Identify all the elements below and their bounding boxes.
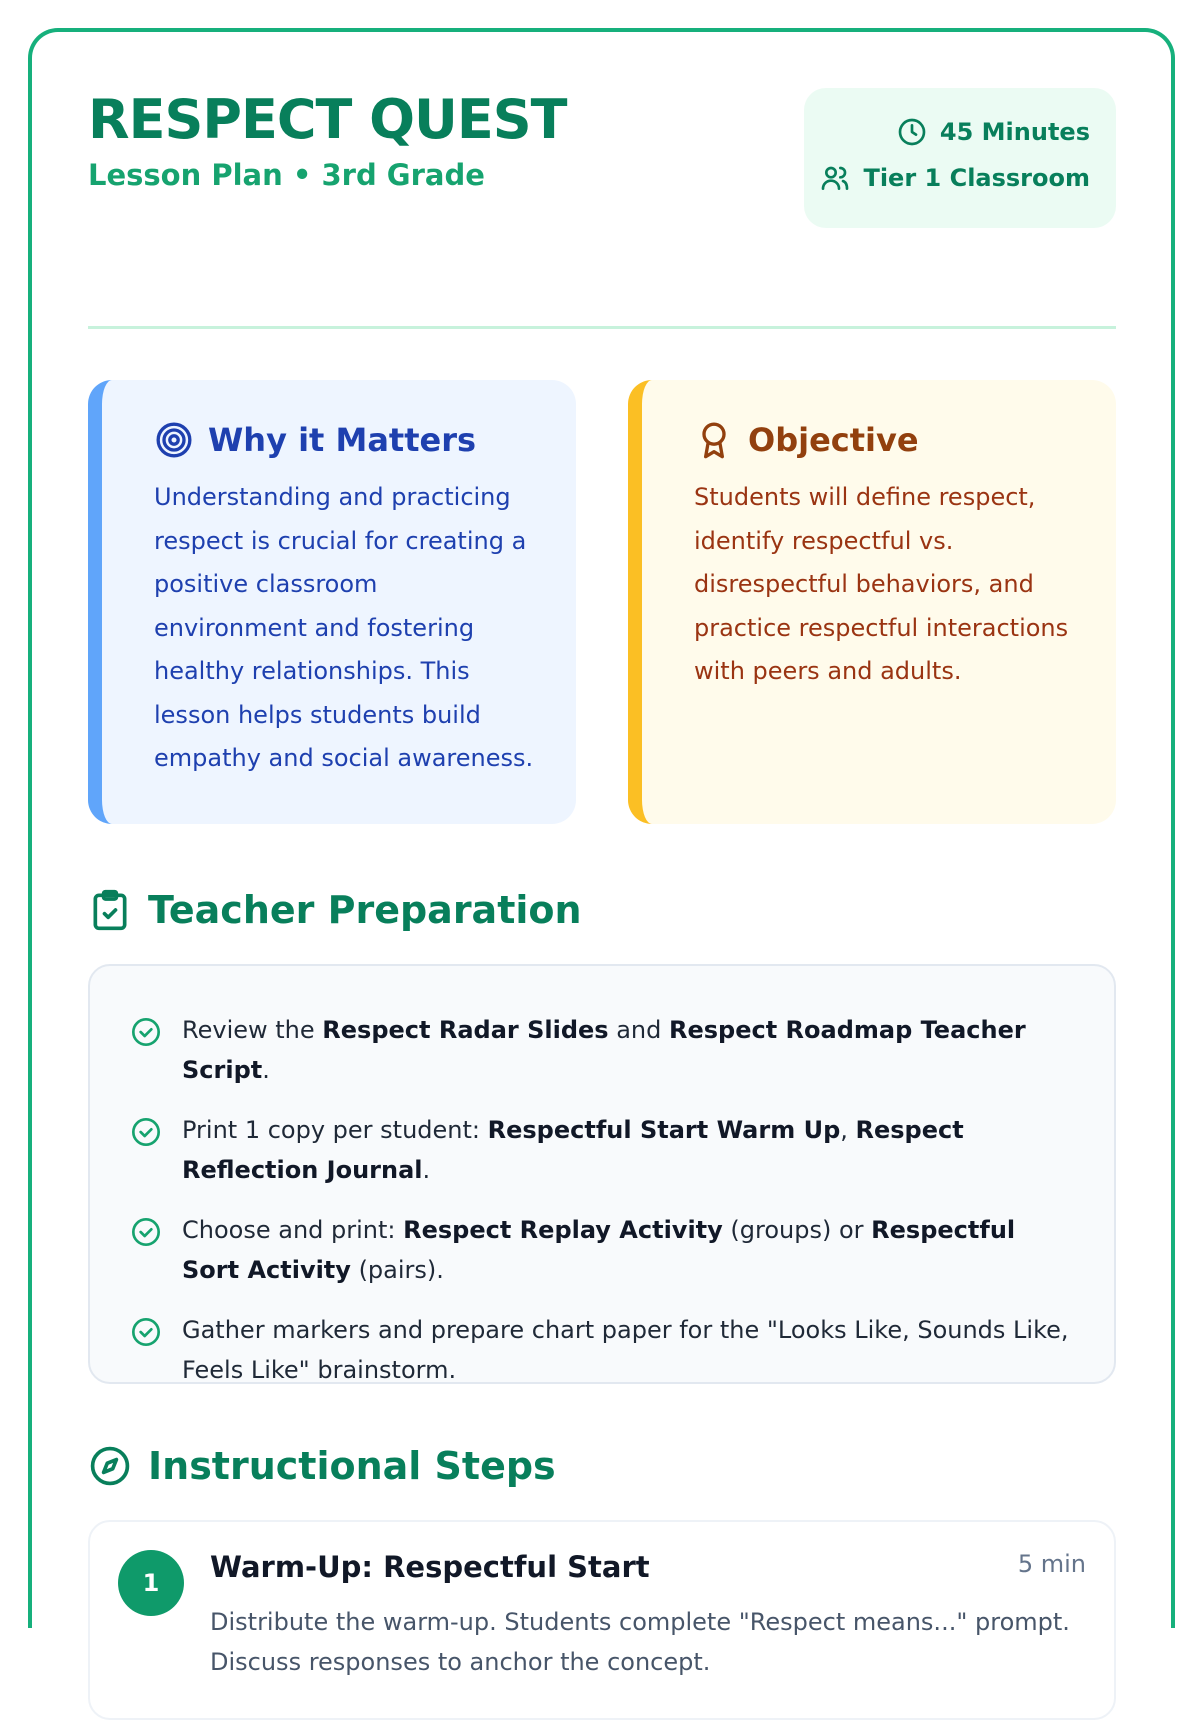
lesson-meta-box bbox=[804, 88, 1116, 228]
prep-item bbox=[130, 1110, 1074, 1190]
check-circle-icon bbox=[130, 1216, 162, 1248]
clipboard-check-icon bbox=[88, 888, 132, 932]
teacher-prep-heading bbox=[88, 888, 582, 932]
duration-meta bbox=[896, 116, 1090, 148]
step-card bbox=[88, 1520, 1116, 1720]
header-divider bbox=[88, 326, 1116, 329]
instructional-steps-heading bbox=[88, 1444, 556, 1488]
users-icon bbox=[819, 162, 851, 194]
header bbox=[88, 88, 1116, 268]
objective-card-body: Students will define respect, identify respectful vs. disrespectful behaviors, and practice respectful interactions with peers and adults. bbox=[694, 483, 1069, 685]
prep-item bbox=[130, 1310, 1074, 1390]
page-subtitle: Lesson Plan • 3rd Grade bbox=[88, 158, 485, 192]
page-content bbox=[88, 88, 1116, 1676]
tier-text: Tier 1 Classroom bbox=[863, 164, 1090, 192]
compass-icon bbox=[88, 1444, 132, 1488]
step-title: Warm-Up: Respectful Start bbox=[210, 1550, 650, 1584]
check-circle-icon bbox=[130, 1316, 162, 1348]
why-it-matters-card bbox=[88, 380, 576, 824]
objective-card-title: Objective bbox=[748, 421, 919, 459]
step-number-badge: 1 bbox=[118, 1550, 184, 1616]
prep-item-text: Gather markers and prepare chart paper for the "Looks Like, Sounds Like, Feels Like" brainstorm. bbox=[182, 1316, 1069, 1384]
prep-item-text: Review the Respect Radar Slides and Respect Roadmap Teacher Script. bbox=[182, 1016, 1026, 1084]
duration-text: 45 Minutes bbox=[939, 118, 1090, 146]
why-card-body: Understanding and practicing respect is crucial for creating a positive classroom environment and fostering healthy relationships. This lesson helps students build empathy and social awareness. bbox=[154, 483, 534, 772]
step-duration: 5 min bbox=[1017, 1550, 1086, 1578]
clock-icon bbox=[896, 116, 928, 148]
prep-item bbox=[130, 1210, 1074, 1290]
check-circle-icon bbox=[130, 1116, 162, 1148]
objective-card-heading bbox=[694, 420, 1076, 460]
teacher-prep-list bbox=[88, 964, 1116, 1384]
target-icon bbox=[154, 420, 194, 460]
prep-item bbox=[130, 1010, 1074, 1090]
prep-item-text: Print 1 copy per student: Respectful Start Warm Up, Respect Reflection Journal. bbox=[182, 1116, 964, 1184]
award-icon bbox=[694, 420, 734, 460]
instructional-steps-title: Instructional Steps bbox=[148, 1444, 556, 1488]
why-card-title: Why it Matters bbox=[208, 421, 477, 459]
page-title: RESPECT QUEST bbox=[88, 88, 567, 151]
lesson-plan-page bbox=[28, 28, 1175, 1676]
why-card-heading bbox=[154, 420, 536, 460]
teacher-prep-title: Teacher Preparation bbox=[148, 888, 582, 932]
prep-item-text: Choose and print: Respect Replay Activity (groups) or Respectful Sort Activity (pairs). bbox=[182, 1216, 1016, 1284]
check-circle-icon bbox=[130, 1016, 162, 1048]
step-description: Distribute the warm-up. Students complete "Respect means..." prompt. Discuss responses to anchor the concept. bbox=[210, 1608, 1070, 1676]
objective-card bbox=[628, 380, 1116, 824]
tier-meta bbox=[819, 162, 1090, 194]
